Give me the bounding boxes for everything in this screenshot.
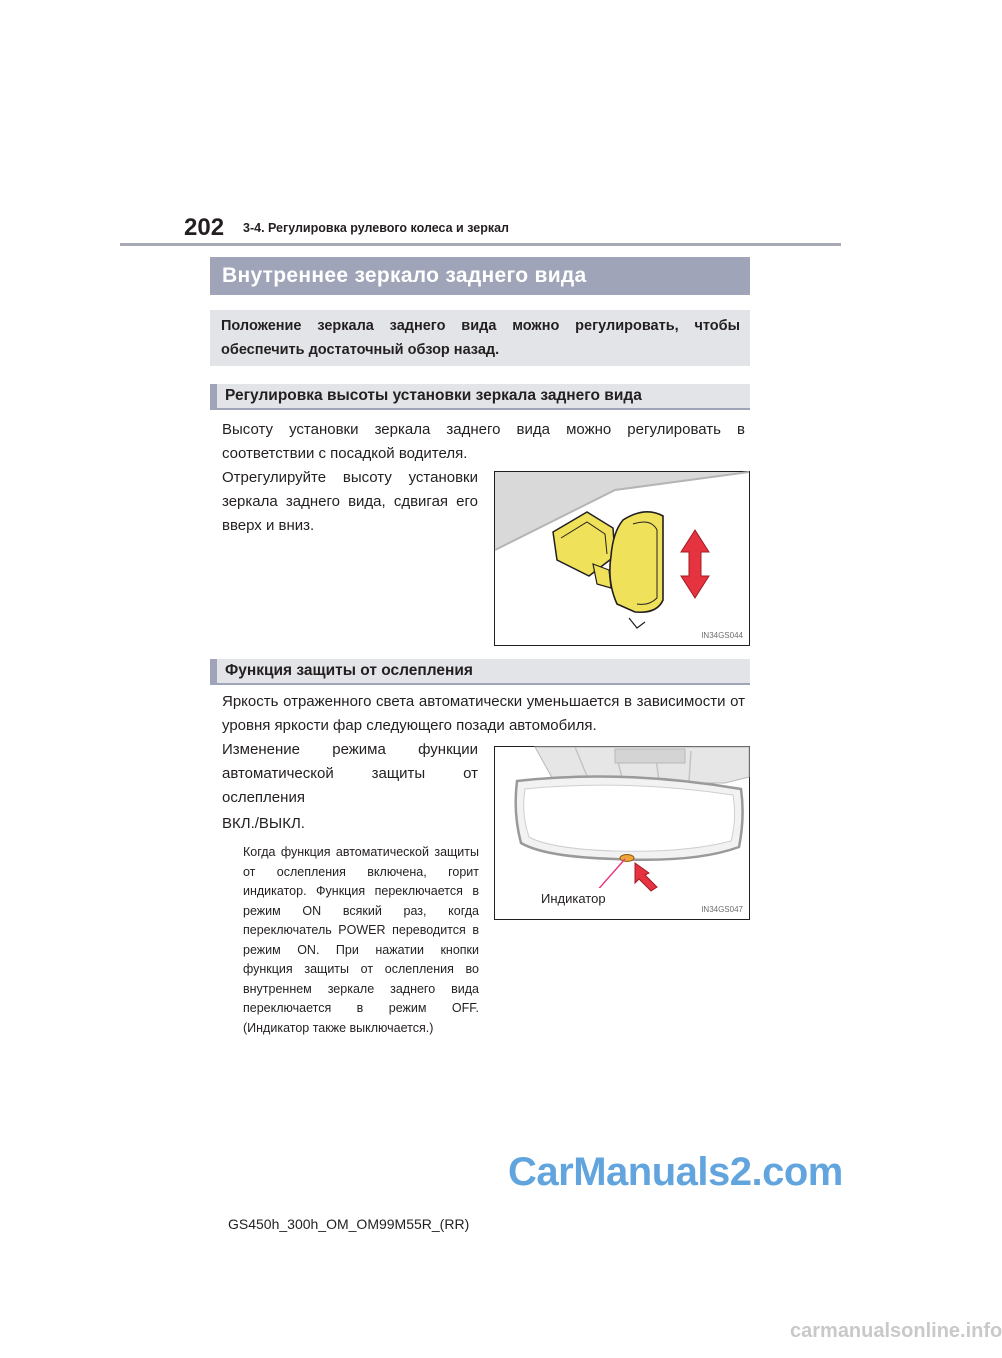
indicator-label: Индикатор (541, 891, 606, 906)
mirror-height-figure (494, 471, 750, 646)
section-title: Внутреннее зеркало заднего вида (222, 264, 587, 287)
mirror-height-illustration (495, 472, 749, 645)
anti-glare-mirror-illustration (495, 747, 749, 919)
anti-glare-mode-text: Изменение режима функции автоматической защиты от ослепления (222, 741, 478, 806)
anti-glare-heading (210, 659, 750, 685)
watermark-logo: CarManuals2.com (508, 1150, 843, 1194)
indicator-light-icon (620, 855, 634, 862)
height-adjust-heading-label: Регулировка высоты установки зеркала заднего вида (225, 387, 642, 404)
height-adjust-text: Высоту установки зеркала заднего вида можно регулировать в соответствии с посадкой водителя. (222, 421, 745, 462)
height-adjust-heading (210, 384, 750, 410)
figure-code-1: IN34GS044 (701, 631, 743, 640)
anti-glare-note: Когда функция автоматической защиты от ослепления включена, горит индикатор. Функция переключается в режим ON всякий раз, когда переключатель POWER переводится в режим ON. При нажатии кнопки функция защиты от ослепления во внутреннем зеркале заднего вида переключается в режим OFF. (Индикатор также выключается.) (243, 845, 479, 1035)
anti-glare-on-off: ВКЛ./ВЫКЛ. (222, 815, 305, 832)
footer-doc-code: GS450h_300h_OM_OM99M55R_(RR) (228, 1216, 470, 1232)
height-adjust-instruction: Отрегулируйте высоту установки зеркала заднего вида, сдвигая его вверх и вниз. (222, 469, 478, 534)
running-head: 3-4. Регулировка рулевого колеса и зеркал (243, 221, 509, 235)
anti-glare-heading-label: Функция защиты от ослепления (225, 662, 473, 679)
site-watermark: carmanualsonline.info (790, 1320, 1002, 1342)
anti-glare-mirror-figure (494, 746, 750, 920)
intro-text: Положение зеркала заднего вида можно регулировать, чтобы обеспечить достаточный обзор назад. (221, 318, 740, 358)
anti-glare-text: Яркость отраженного света автоматически уменьшается в зависимости от уровня яркости фар следующего позади автомобиля. (222, 693, 745, 734)
header-rule (120, 243, 841, 246)
page-number: 202 (184, 214, 225, 241)
figure-code-2: IN34GS047 (701, 905, 743, 914)
